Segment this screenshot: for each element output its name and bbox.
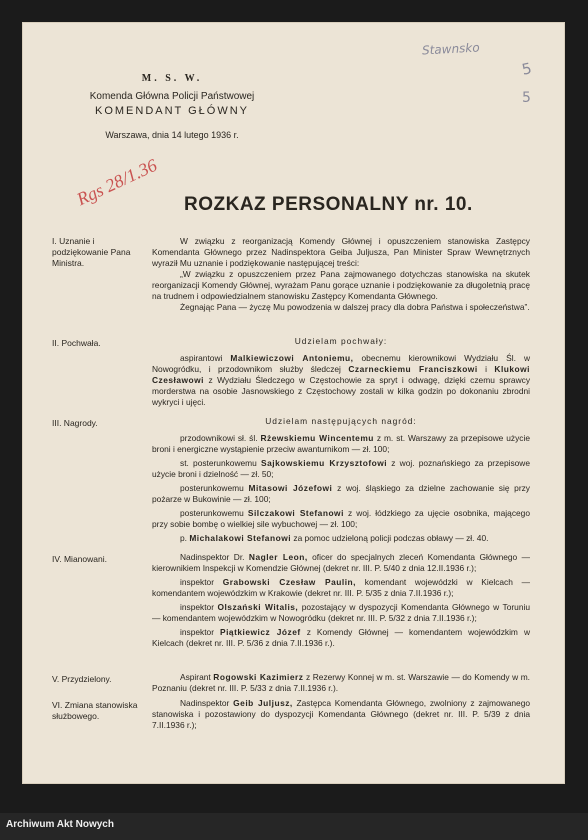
person-name: Malkiewiczowi Antoniemu, — [230, 353, 354, 363]
person-name: Rżewskiemu Wincentemu — [260, 433, 374, 443]
section-body — [152, 672, 530, 694]
section-label: VI. Zmiana stanowiska służbowego. — [52, 700, 138, 721]
person-name: Sajkowskiemu Krzysztofowi — [261, 458, 388, 468]
text: inspektor — [180, 602, 214, 612]
text: przodownikowi sł. śl. — [180, 433, 258, 443]
document-page — [22, 22, 565, 784]
document-date: Warszawa, dnia 14 lutego 1936 r. — [105, 130, 239, 140]
text: obecnemu kierownikowi Wydziału Śl. w Nowogródku, i przodownikom służby śledczej — [152, 353, 530, 374]
text: Nadinspektor Dr. — [180, 552, 245, 562]
text: z woj. śląskiego za dzielne zachowanie się przy pożarze w Bukowinie — zł. 100; — [152, 483, 530, 504]
person-name: Silczakowi Stefanowi — [247, 508, 344, 518]
section-body — [152, 336, 530, 408]
archive-name: Archiwum Akt Nowych — [6, 819, 114, 830]
assignment-item — [152, 672, 530, 694]
person-name: Czarneckiemu Franciszkowi — [348, 364, 478, 374]
document-header — [62, 72, 282, 142]
text: za pomoc udzieloną policji podczas obławy — zł. 40. — [293, 533, 489, 543]
section-label: I. Uznanie i podziękowanie Pana Ministra. — [52, 236, 131, 268]
text: p. — [180, 533, 187, 543]
section-label: III. Nagrody. — [52, 418, 98, 428]
person-name: Mitasowi Józefowi — [248, 483, 333, 493]
text: inspektor — [180, 627, 214, 637]
document-title: ROZKAZ PERSONALNY nr. 10. — [184, 194, 473, 215]
person-name: Rogowski Kazimierz — [213, 672, 304, 682]
person-name: Grabowski Czesław Paulin, — [222, 577, 357, 587]
person-name: Nagler Leon, — [248, 552, 308, 562]
commander-title: KOMENDANT GŁÓWNY — [94, 105, 250, 117]
person-name: Geib Juljusz, — [233, 698, 293, 708]
appointment-item — [152, 552, 530, 574]
pencil-mark: 5 — [520, 59, 534, 79]
text: pozostający w dyspozycji Komendanta Głównego w Toruniu — komendantem wojewódzkim w Nowogródku (dekret nr. III. P. 5/32 z dnia 7.II.1936 r.); — [152, 602, 530, 623]
text: st. posterunkowemu — [180, 458, 257, 468]
award-item — [152, 508, 530, 530]
appointment-item — [152, 602, 530, 624]
appointment-item — [152, 627, 530, 649]
text: z m. st. Warszawy za przepisowe użycie broni i energiczne wystąpienie przeciw awanturnikom — zł. 100; — [152, 433, 531, 454]
archive-footer-bar — [0, 813, 588, 840]
section-body — [152, 698, 530, 731]
text: posterunkowemu — [180, 483, 244, 493]
paragraph: Żegnając Pana — życzę Mu powodzenia w dalszej pracy dla dobra Państwa i społeczeństwa”. — [180, 302, 530, 312]
section-label: II. Pochwała. — [52, 338, 101, 348]
person-name: Olszański Witalis, — [217, 602, 299, 612]
section-label: IV. Mianowani. — [52, 554, 107, 564]
text: z woj. łódzkiego za ujęcie osobnika, mającego przy sobie bombę o wielkiej sile wybuchowej — zł. 100; — [152, 508, 530, 529]
text: inspektor — [180, 577, 214, 587]
ministry-abbrev: M. S. W. — [141, 73, 203, 84]
appointment-item — [152, 577, 530, 599]
award-item — [152, 458, 530, 480]
paragraph — [152, 353, 530, 408]
text: z Komendy Głównej — komendantem wojewódzkim w Kielcach (dekret nr. III. P. 5/36 z dnia 7.II.1936 r.). — [152, 627, 530, 648]
pencil-signature: Stawnsko — [421, 40, 480, 58]
text: komendant wojewódzki w Kielcach — komendantem wojewódzkim w Krakowie (dekret nr. III. P. 5/35 z dnia 7.II.1936 r.); — [152, 577, 531, 598]
position-change-item — [152, 698, 530, 731]
section-heading: Udzielam następujących nagród: — [265, 416, 417, 426]
person-name: Michalakowi Stefanowi — [189, 533, 292, 543]
pencil-mark: 5 — [522, 90, 531, 106]
text: z woj. poznańskiego za przepisowe użycie broni i dzielność — zł. 50; — [152, 458, 531, 479]
section-heading: Udzielam pochwały: — [294, 336, 388, 346]
text: Nadinspektor — [180, 698, 230, 708]
award-item — [152, 533, 530, 544]
text: Aspirant — [180, 672, 211, 682]
red-handwritten-stamp: Rgs 28/1.36 — [73, 154, 161, 210]
text: i — [485, 364, 487, 374]
paragraph: „W związku z opuszczeniem przez Pana zajmowanego dotychczas stanowiska na skutek reorganizacji Komendy Głównej, wyrażam Panu gorące uznanie i podziękowanie za długoletnią pracę na trudnem i odpowiedzialnem stanowisku Zastępcy Komendanta Głównego. — [152, 269, 530, 301]
person-name: Klukowi Czesławowi — [152, 364, 531, 385]
person-name: Piątkiewicz Józef — [220, 627, 301, 637]
text: aspirantowi — [180, 353, 223, 363]
text: posterunkowemu — [180, 508, 244, 518]
award-item — [152, 483, 530, 505]
section-body — [152, 416, 530, 544]
headquarters-name: Komenda Główna Policji Państwowej — [89, 91, 255, 102]
section-body — [152, 552, 530, 649]
section-body — [152, 236, 530, 313]
paragraph: W związku z reorganizacją Komendy Głównej i opuszczeniem stanowiska Zastępcy Komendanta Głównego przez Nadinspektora Geiba Juljusza, Pan Minister Spraw Wewnętrznych wyraził Mu uznanie i podziękowanie następującej treści: — [152, 236, 530, 268]
text: Zastępca Komendanta Głównego, zwolniony z zajmowanego stanowiska i pozostawiony do dyspozycji Komendanta Głównego (dekret nr. III. P. 5/39 z dnia 7.II.1936 r.); — [152, 698, 531, 730]
text: z Rezerwy Konnej w m. st. Warszawie — do Komendy w m. Poznaniu (dekret nr. III. P. 5/33 z dnia 7.II.1936 r.). — [152, 672, 531, 693]
text: z Wydziału Śledczego w Częstochowie za spryt i odwagę, dzięki czemu sprawcy morderstwa na osobie Jasnowskiego z Częstochowy zostali w kilka godzin po dokonaniu zbrodni wykryci i ujęci. — [152, 375, 531, 407]
section-label: V. Przydzielony. — [52, 674, 112, 684]
text: oficer do specjalnych zleceń Komendanta Głównego — kierownikiem Inspekcji w Komendzie Głównej (dekret nr. III. P. 5/40 z dnia 12.II.1936 r.); — [152, 552, 530, 573]
award-item — [152, 433, 530, 455]
